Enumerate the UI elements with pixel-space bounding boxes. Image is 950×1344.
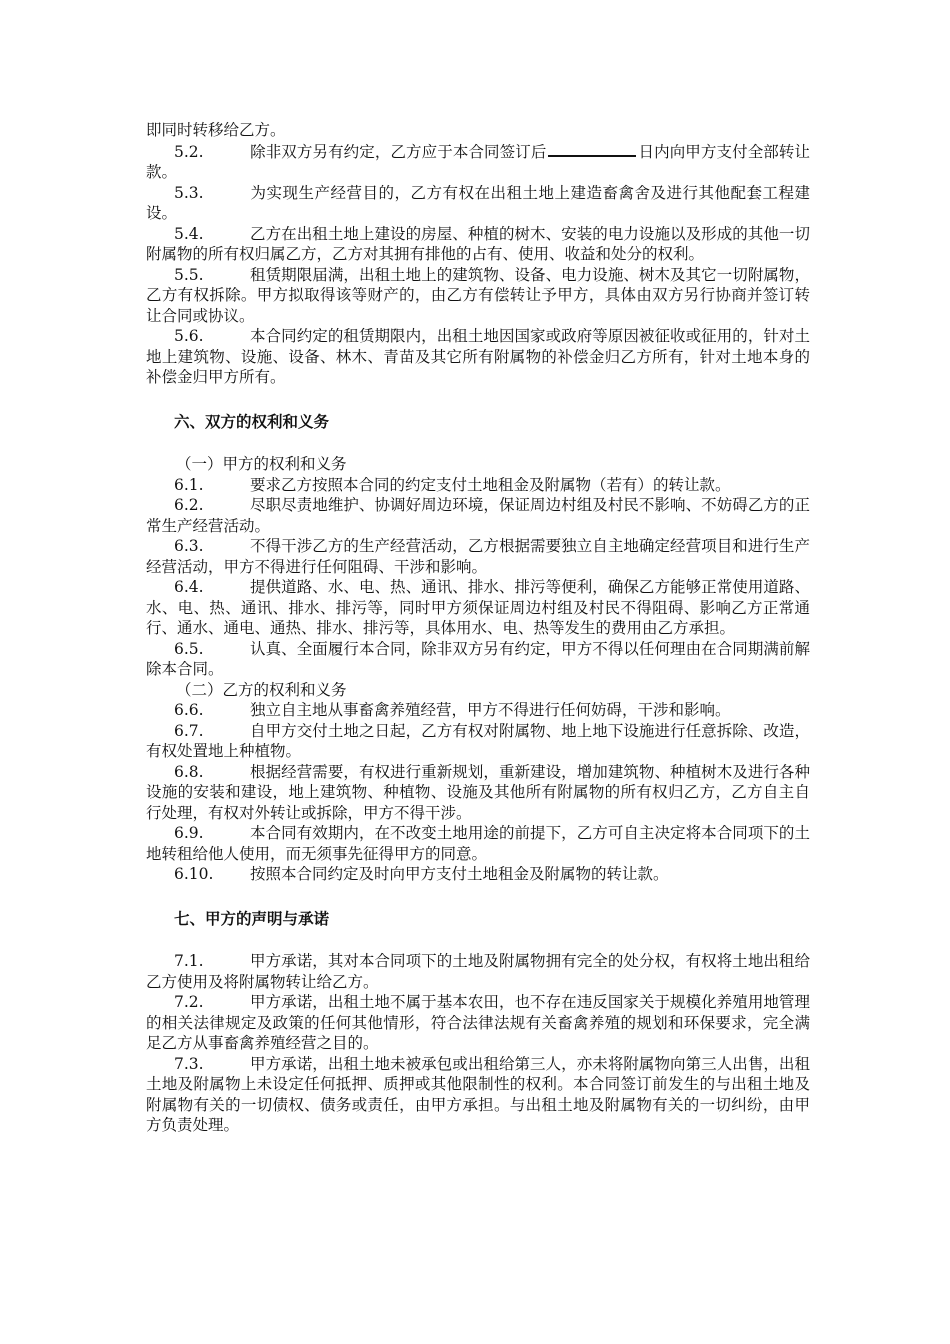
clause-6-4: 6.4. 提供道路、水、电、热、通讯、排水、排污等便利，确保乙方能够正常使用道路、水、电、热、通讯、排水、排污等，同时甲方须保证周边村组及村民不得阻碍、影响乙方正常通行、通水、通电、通热、排水、排污等，具体用水、电、热等发生的费用由乙方承担。 [146, 578, 810, 637]
clause-6-7: 6.7. 自甲方交付土地之日起，乙方有权对附属物、地上地下设施进行任意拆除、改造，有权处置地上种植物。 [146, 721, 810, 760]
clause-5-3: 5.3. 为实现生产经营目的，乙方有权在出租土地上建造畜禽舍及进行其他配套工程建设。 [146, 183, 810, 222]
clause-6-5: 6.5. 认真、全面履行本合同，除非双方另有约定，甲方不得以任何理由在合同期满前解除本合同。 [146, 639, 810, 678]
document-body [146, 120, 810, 1136]
clause-6-8: 6.8. 根据经营需要，有权进行重新规划，重新建设，增加建筑物、种植树木及进行各种设施的安装和建设，地上建筑物、种植物、设施及其他所有附属物的所有权归乙方，乙方自主自行处理，有权对外转让或拆除，甲方不得干涉。 [146, 762, 810, 822]
blank-days-field[interactable] [548, 141, 636, 157]
clause-5-5: 5.5. 租赁期限届满，出租土地上的建筑物、设备、电力设施、树木及其它一切附属物，乙方有权拆除。甲方拟取得该等财产的，由乙方有偿转让予甲方，具体由双方另行协商并签订转让合同或协议。 [146, 265, 810, 325]
clause-6-3: 6.3. 不得干涉乙方的生产经营活动，乙方根据需要独立自主地确定经营项目和进行生产经营活动，甲方不得进行任何阻碍、干涉和影响。 [146, 537, 810, 576]
clause-6-1: 6.1. 要求乙方按照本合同的约定支付土地租金及附属物（若有）的转让款。 [174, 475, 731, 494]
clause-6-6: 6.6. 独立自主地从事畜禽养殖经营，甲方不得进行任何妨碍，干涉和影响。 [174, 701, 731, 719]
section-6-sub-a: （一）甲方的权利和义务 [176, 455, 347, 473]
clause-6-2: 6.2. 尽职尽责地维护、协调好周边环境，保证周边村组及村民不影响、不妨碍乙方的正常生产经营活动。 [146, 496, 810, 535]
section-6-heading: 六、双方的权利和义务 [174, 411, 330, 431]
section-6-sub-b: （二）乙方的权利和义务 [176, 680, 347, 699]
intro-line: 即同时转移给乙方。 [146, 121, 286, 139]
clause-6-10: 6.10. 按照本合同约定及时向甲方支付土地租金及附属物的转让款。 [174, 865, 669, 883]
clause-7-3: 7.3. 甲方承诺，出租土地未被承包或出租给第三人，亦未将附属物向第三人出售，出租土地及附属物上未设定任何抵押、质押或其他限制性的权利。本合同签订前发生的与出租土地及附属物有关的一切债权、债务或责任，由甲方承担。与出租土地及附属物有关的一切纠纷，由甲方负责处理。 [146, 1054, 810, 1134]
clause-5-4: 5.4. 乙方在出租土地上建设的房屋、种植的树木、安装的电力设施以及形成的其他一切附属物的所有权归属乙方，乙方对其拥有排他的占有、使用、收益和处分的权利。 [146, 224, 810, 263]
clause-7-2: 7.2. 甲方承诺，出租土地不属于基本农田，也不存在违反国家关于规模化养殖用地管理的相关法律规定及政策的任何其他情形，符合法律法规有关畜禽养殖的规划和环保要求，完全满足乙方从事畜禽养殖经营之目的。 [146, 993, 810, 1052]
clause-5-6: 5.6. 本合同约定的租赁期限内，出租土地因国家或政府等原因被征收或征用的，针对土地上建筑物、设施、设备、林木、青苗及其它所有附属物的补偿金归乙方所有，针对土地本身的补偿金归甲方所有。 [146, 327, 810, 386]
clause-7-1: 7.1. 甲方承诺，其对本合同项下的土地及附属物拥有完全的处分权，有权将土地出租给乙方使用及将附属物转让给乙方。 [146, 952, 810, 991]
clause-5-2: 5.2. 除非双方另有约定，乙方应于本合同签订后 日内向甲方支付全部转让款。 [146, 142, 810, 181]
clause-6-9: 6.9. 本合同有效期内，在不改变土地用途的前提下，乙方可自主决定将本合同项下的土地转租给他人使用，而无须事先征得甲方的同意。 [146, 824, 810, 863]
section-7-heading: 七、甲方的声明与承诺 [174, 908, 330, 928]
